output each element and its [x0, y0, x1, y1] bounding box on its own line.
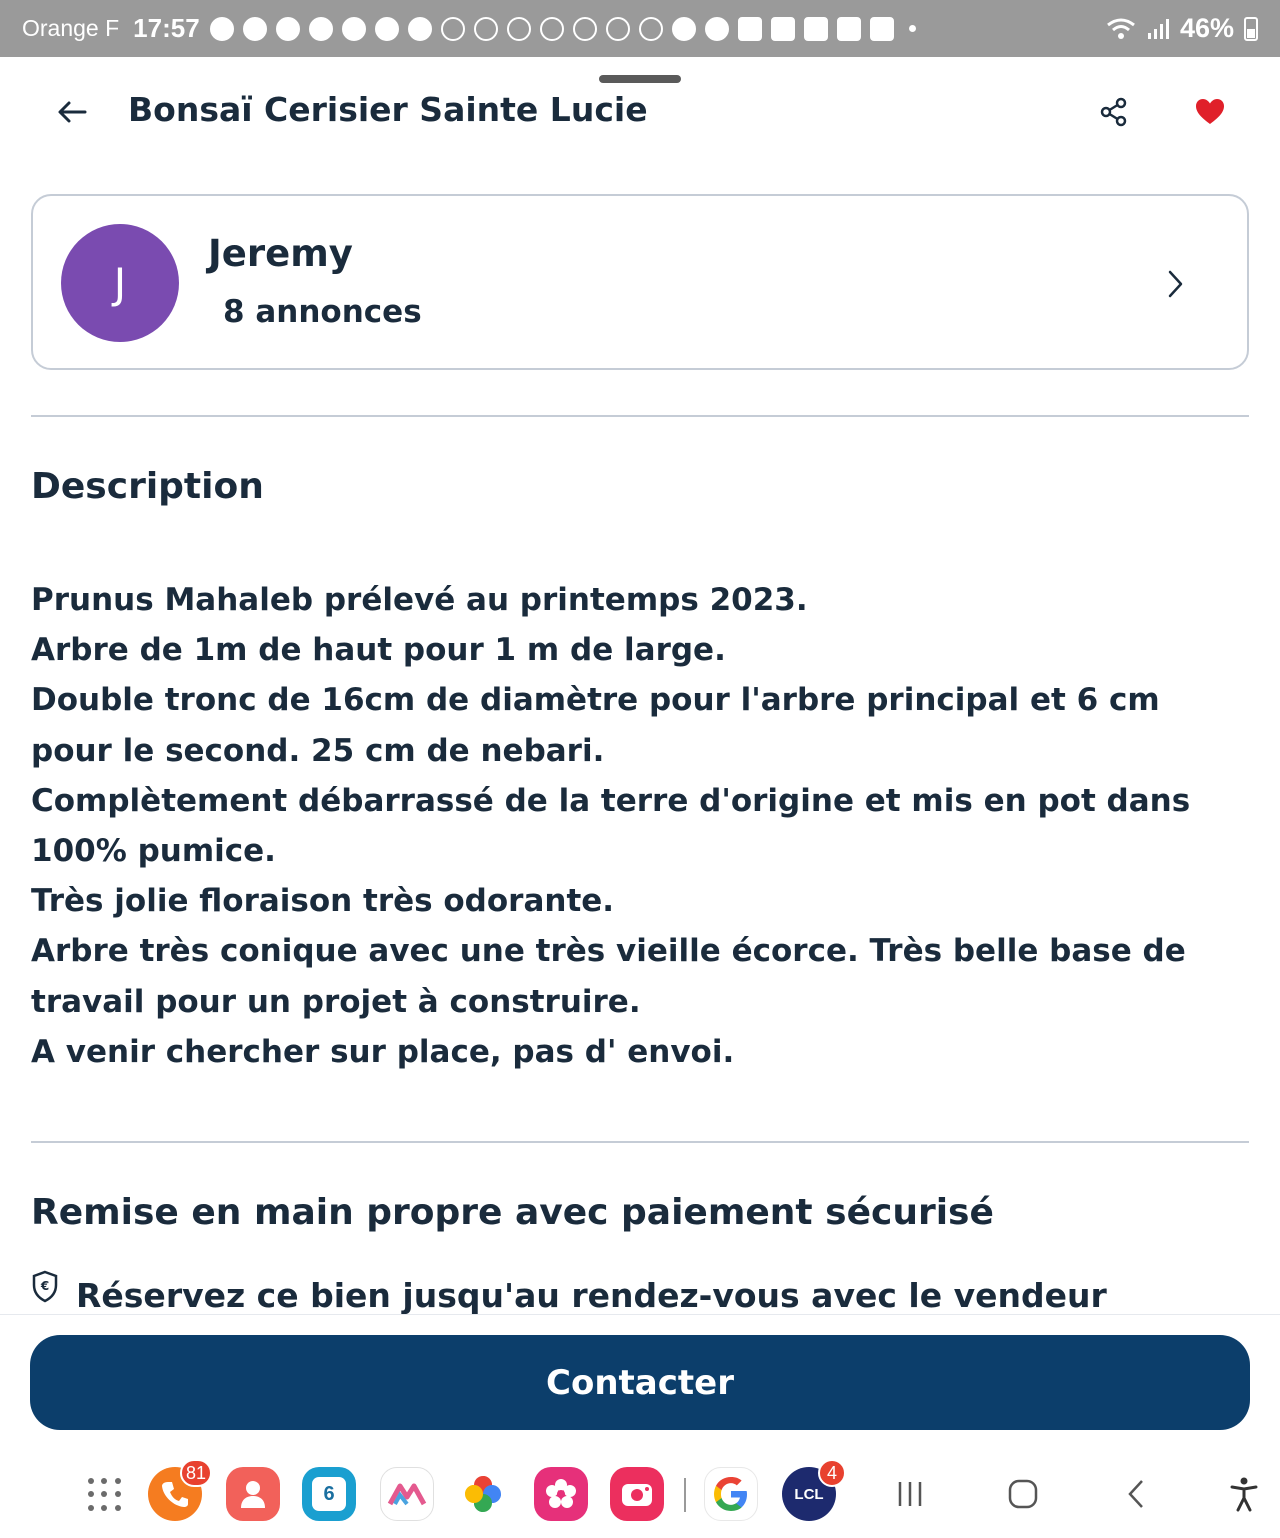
shopping-bag-icon [837, 17, 861, 41]
snapchat-icon [243, 17, 267, 41]
recent-apps-button[interactable] [888, 1472, 932, 1516]
lcl-logo-text: LCL [794, 1485, 824, 1503]
arrow-left-icon [57, 100, 87, 124]
description-title: Description [31, 466, 264, 507]
avatar: J [61, 224, 179, 342]
messenger-icon [474, 17, 498, 41]
heart-icon [1195, 98, 1225, 126]
seller-name: Jeremy [208, 232, 353, 275]
contacts-app-icon[interactable] [226, 1467, 280, 1521]
snapchat-icon [342, 17, 366, 41]
svg-text:€: € [40, 1279, 50, 1293]
clock: 17:57 [133, 13, 200, 43]
description-text [31, 575, 1249, 1077]
check-circle-icon [540, 17, 564, 41]
shopping-bag-icon [804, 17, 828, 41]
phone-badge: 81 [180, 1459, 212, 1487]
description-line: Très jolie floraison très odorante. [31, 883, 615, 920]
description-line: Prunus Mahaleb prélevé au printemps 2023. [31, 582, 808, 618]
snapchat-icon [375, 17, 399, 41]
more-notifications-dot [909, 25, 916, 32]
signature-icon [507, 17, 531, 41]
calendar-app-icon[interactable] [302, 1467, 356, 1521]
person-icon [239, 1479, 267, 1509]
divider [31, 415, 1249, 417]
status-bar [0, 0, 1280, 57]
pinwheel-icon [461, 1472, 505, 1516]
facebook-icon [705, 17, 729, 41]
calendar-day: 6 [312, 1477, 346, 1511]
shield-euro-icon [31, 1270, 59, 1304]
description-line: travail pour un projet à construire. [31, 983, 641, 1020]
seller-listings-count: 8 annonces [223, 294, 422, 330]
app-header [0, 80, 1280, 146]
description-line: pour le second. 25 cm de nebari. [31, 732, 605, 769]
facebook-icon [672, 17, 696, 41]
battery-level: 46% [1179, 13, 1234, 43]
snapchat-icon [309, 17, 333, 41]
flower-icon [544, 1477, 578, 1511]
check-circle-icon [639, 17, 663, 41]
navigation-icon [573, 17, 597, 41]
description-line: A venir chercher sur place, pas d' envoi. [31, 1033, 735, 1070]
accessibility-button[interactable] [1222, 1472, 1266, 1516]
camera-icon [620, 1480, 654, 1508]
phone-app-icon[interactable] [148, 1462, 206, 1521]
arc-app-icon[interactable] [380, 1467, 434, 1521]
flower-app-icon[interactable] [534, 1467, 588, 1521]
google-icon [711, 1474, 751, 1514]
page-title: Bonsaï Cerisier Sainte Lucie [128, 90, 648, 129]
share-button[interactable] [1092, 90, 1136, 134]
carrier-name: Orange F [22, 15, 120, 41]
description-line: Arbre très conique avec une très vieille écorce. Très belle base de [31, 933, 1186, 970]
message-icon [210, 17, 234, 41]
accessibility-icon [1229, 1476, 1259, 1512]
lcl-badge: 4 [818, 1459, 846, 1487]
description-line: Double tronc de 16cm de diamètre pour l'arbre principal et 6 cm [31, 682, 1160, 719]
lcl-app-icon[interactable] [782, 1462, 837, 1521]
shopping-bag-icon [870, 17, 894, 41]
signal-icon [1146, 17, 1170, 41]
chevron-left-icon [1124, 1478, 1148, 1510]
home-button[interactable] [1001, 1472, 1045, 1516]
screen-recorder-app-icon[interactable] [610, 1467, 664, 1521]
description-line: Arbre de 1m de haut pour 1 m de large. [31, 632, 726, 669]
google-app-icon[interactable] [704, 1467, 758, 1521]
wifi-icon [1106, 17, 1136, 41]
back-nav-button[interactable] [1114, 1472, 1158, 1516]
secure-payment-text: Réservez ce bien jusqu'au rendez-vous avec le vendeur [76, 1276, 1107, 1314]
notification-icons [210, 17, 916, 41]
seller-card[interactable] [31, 194, 1249, 370]
arc-icon [387, 1481, 427, 1507]
whatsapp-icon [441, 17, 465, 41]
app-drawer-icon[interactable] [88, 1478, 122, 1512]
shopping-bag-icon [771, 17, 795, 41]
photos-app-icon[interactable] [456, 1467, 510, 1521]
divider [31, 1141, 1249, 1143]
secure-payment-feature [31, 1270, 1249, 1314]
check-circle-icon [606, 17, 630, 41]
snapchat-icon [408, 17, 432, 41]
contact-button[interactable]: Contacter [30, 1335, 1250, 1430]
home-icon [1007, 1478, 1039, 1510]
description-line: Complètement débarrassé de la terre d'origine et mis en pot dans [31, 782, 1191, 819]
shopping-bag-icon [738, 17, 762, 41]
battery-icon [1244, 17, 1258, 41]
back-button[interactable] [50, 90, 94, 134]
delivery-title: Remise en main propre avec paiement sécurisé [31, 1192, 994, 1233]
taskbar-separator [684, 1478, 686, 1512]
chevron-right-icon [1161, 264, 1191, 304]
recent-apps-icon [895, 1479, 925, 1509]
favorite-button[interactable] [1188, 90, 1232, 134]
description-line: 100% pumice. [31, 833, 276, 870]
share-icon [1099, 97, 1129, 127]
taskbar [0, 1450, 1280, 1538]
snapchat-icon [276, 17, 300, 41]
